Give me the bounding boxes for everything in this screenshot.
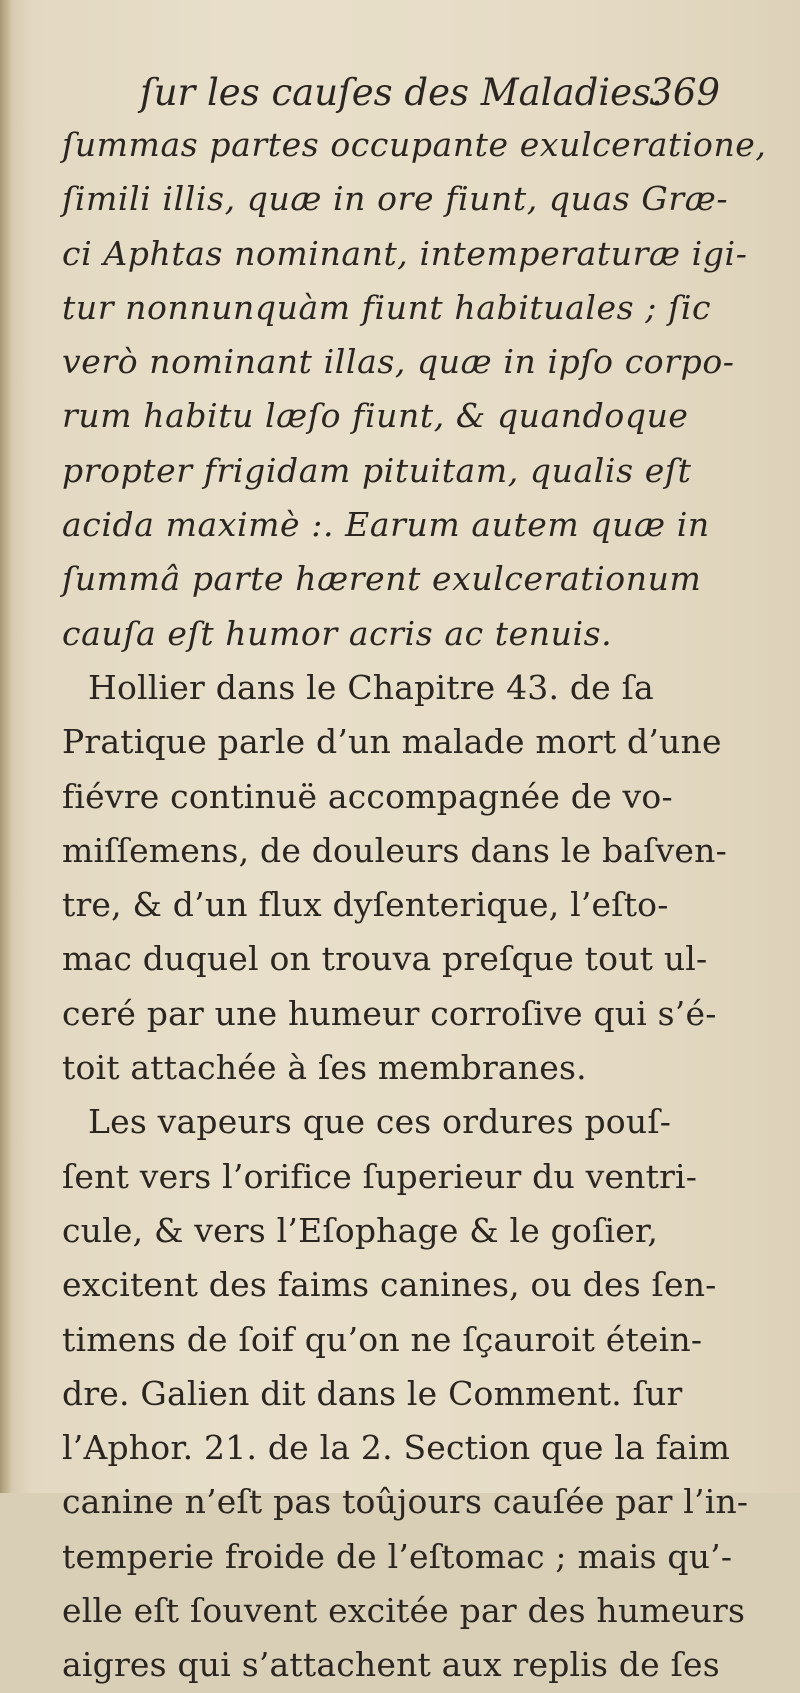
- text-line: tur nonnunquàm fiunt habituales ; ſic: [62, 287, 712, 327]
- paragraph-start-line: Les vapeurs que ces ordures pouſ-: [88, 1102, 672, 1142]
- text-line: propter frigidam pituitam, qualis eſt: [62, 450, 692, 490]
- text-line: l’Aphor. 21. de la 2. Section que la faim: [62, 1428, 731, 1468]
- text-line: aigres qui s’attachent aux replis de ſes: [62, 1645, 720, 1685]
- text-line: tre, & d’un flux dyſenterique, l’eſto-: [62, 885, 669, 925]
- french-text: [62, 661, 749, 1693]
- text-line: Pratique parle d’un malade mort d’une: [62, 722, 722, 762]
- running-header: [140, 68, 720, 118]
- text-line: temperie froide de l’eſtomac ; mais qu’-: [62, 1536, 733, 1576]
- body-text: [62, 118, 767, 1693]
- text-line: cauſa eſt humor acris ac tenuis.: [62, 613, 613, 653]
- paragraph-start-line: Hollier dans le Chapitre 43. de ſa: [88, 667, 654, 707]
- text-line: ſent vers l’orifice ſuperieur du ventri-: [62, 1156, 698, 1196]
- text-line: rum habitu læſo fiunt, & quandoque: [62, 396, 689, 436]
- text-line: cule, & vers l’Eſophage & le goſier,: [62, 1210, 659, 1250]
- page-gutter-shadow: [0, 0, 12, 1493]
- text-line: ſummâ parte hærent exulcerationum: [62, 559, 702, 599]
- text-line: toit attachée à ſes membranes.: [62, 1048, 587, 1088]
- text-line: timens de ſoif qu’on ne ſçauroit étein-: [62, 1319, 703, 1359]
- text-line: ci Aphtas nominant, intemperaturæ igi-: [62, 233, 748, 273]
- running-title: ſur les cauſes des Maladies.: [140, 71, 663, 114]
- text-line: ceré par une humeur corroſive qui s’é-: [62, 993, 717, 1033]
- page-number: 369: [649, 71, 720, 114]
- text-line: elle eſt ſouvent excitée par des humeurs: [62, 1591, 746, 1631]
- text-line: fiévre continuë accompagnée de vo-: [62, 776, 673, 816]
- text-line: dre. Galien dit dans le Comment. ſur: [62, 1373, 683, 1413]
- text-line: ſimili illis, quæ in ore fiunt, quas Græ-: [62, 179, 729, 219]
- latin-quotation: [62, 118, 767, 661]
- text-line: excitent des faims canines, ou des ſen-: [62, 1265, 717, 1305]
- text-line: miſſemens, de douleurs dans le baſven-: [62, 830, 727, 870]
- text-line: ſummas partes occupante exulceratione,: [62, 125, 767, 164]
- text-line: verò nominant illas, quæ in ipſo corpo-: [62, 342, 735, 382]
- text-line: canine n’eſt pas toûjours cauſée par l’in-: [62, 1482, 749, 1522]
- text-line: acida maximè :. Earum autem quæ in: [62, 505, 710, 545]
- text-line: mac duquel on trouva preſque tout ul-: [62, 939, 708, 979]
